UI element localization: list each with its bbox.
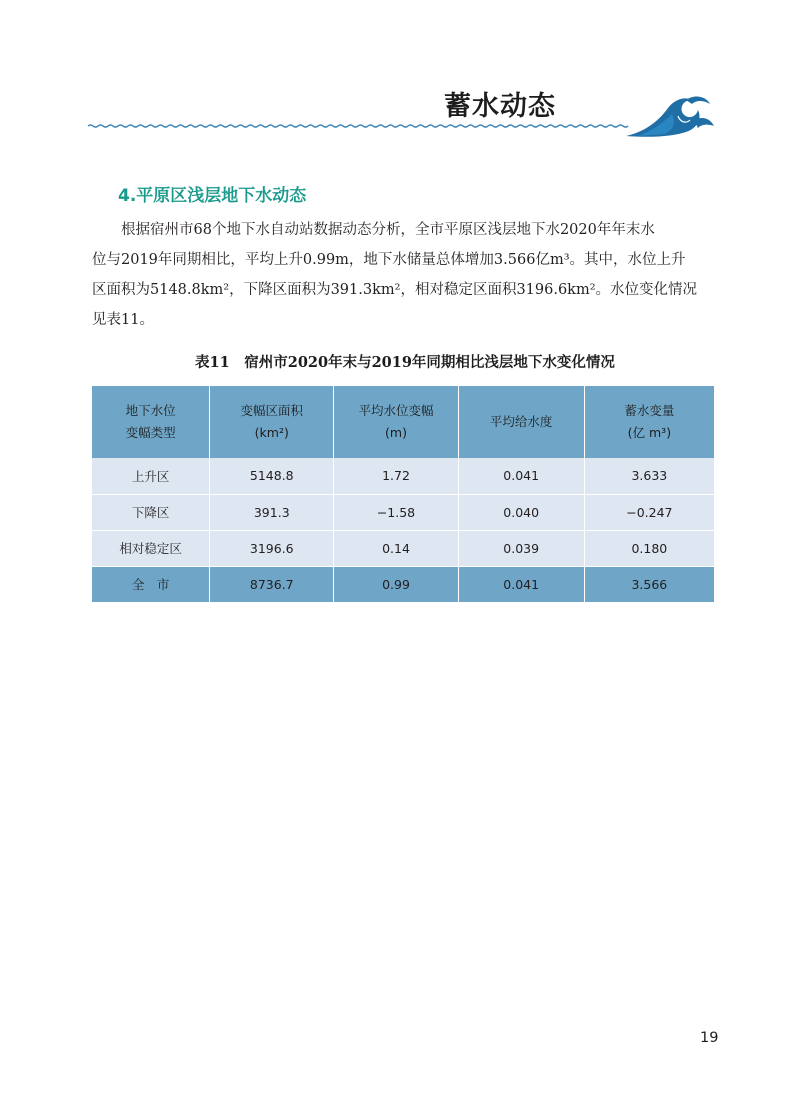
cell-area: 8736.7 <box>210 566 334 602</box>
header-line: 变幅类型 <box>125 425 176 440</box>
header-line: 蓄水变量 <box>624 403 675 418</box>
table-row <box>92 458 714 494</box>
paragraph-line: 见表11。 <box>92 312 154 328</box>
header-cell-type <box>92 386 210 458</box>
table-total-row <box>92 566 714 602</box>
header-line: 变幅区面积 <box>240 403 304 418</box>
cell-level-change: 0.14 <box>334 530 458 566</box>
cell-type: 下降区 <box>92 494 210 530</box>
section-heading: 4.平原区浅层地下水动态 <box>118 186 307 206</box>
table-header-row <box>92 386 714 458</box>
cell-storage-change: 3.633 <box>584 458 714 494</box>
cell-storage-change: 3.566 <box>584 566 714 602</box>
header-line: (m) <box>385 425 407 440</box>
cell-storage-change: −0.247 <box>584 494 714 530</box>
header-cell-level-change <box>334 386 458 458</box>
cell-storage-change: 0.180 <box>584 530 714 566</box>
cell-specific-yield: 0.041 <box>458 458 584 494</box>
header-title: 蓄水动态 <box>444 91 556 122</box>
header-line: 平均水位变幅 <box>358 403 434 418</box>
cell-type: 上升区 <box>92 458 210 494</box>
paragraph-line: 区面积为5148.8km²，下降区面积为391.3km²，相对稳定区面积3196.6km²。水位变化情况 <box>92 282 698 298</box>
groundwater-change-table <box>92 386 714 602</box>
header-cell-storage-change <box>584 386 714 458</box>
cell-area: 391.3 <box>210 494 334 530</box>
cell-type: 全 市 <box>92 566 210 602</box>
page-number: 19 <box>700 1030 719 1046</box>
cell-area: 3196.6 <box>210 530 334 566</box>
cell-specific-yield: 0.041 <box>458 566 584 602</box>
wave-logo-icon <box>624 92 716 140</box>
header-line: 地下水位 <box>125 403 176 418</box>
cell-area: 5148.8 <box>210 458 334 494</box>
body-paragraph <box>92 215 718 335</box>
paragraph-line: 位与2019年同期相比，平均上升0.99m，地下水储量总体增加3.566亿m³。其中，水位上升 <box>92 252 686 268</box>
header-line: 平均给水度 <box>489 414 553 429</box>
cell-specific-yield: 0.040 <box>458 494 584 530</box>
header-line: (亿 m³) <box>627 425 672 440</box>
cell-level-change: 1.72 <box>334 458 458 494</box>
cell-type: 相对稳定区 <box>92 530 210 566</box>
header-cell-area <box>210 386 334 458</box>
table-row <box>92 530 714 566</box>
table-row <box>92 494 714 530</box>
cell-level-change: 0.99 <box>334 566 458 602</box>
table-caption: 表11 宿州市2020年末与2019年同期相比浅层地下水变化情况 <box>195 354 615 371</box>
cell-specific-yield: 0.039 <box>458 530 584 566</box>
header-line: (km²) <box>254 425 289 440</box>
header-cell-specific-yield <box>458 386 584 458</box>
cell-level-change: −1.58 <box>334 494 458 530</box>
paragraph-line: 根据宿州市68个地下水自动站数据动态分析，全市平原区浅层地下水2020年年末水 <box>121 222 655 238</box>
